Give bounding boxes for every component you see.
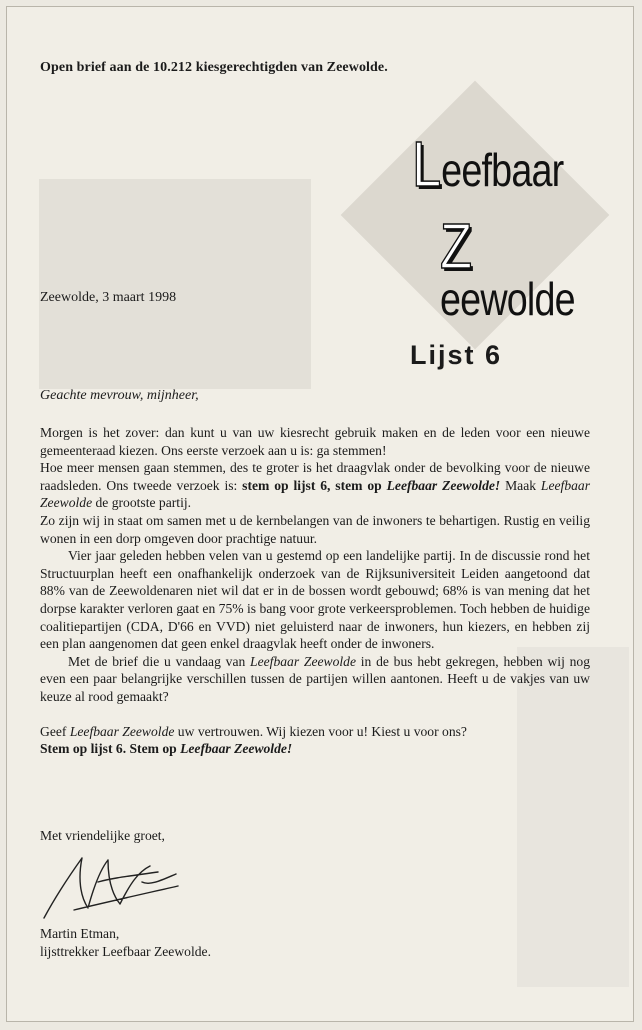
- logo-leefbaar: Leefbaar: [412, 128, 564, 200]
- paragraph-4-callout: Stem op lijst 6. Stem op Leefbaar Zeewolde!: [40, 741, 293, 757]
- letter-heading: Open brief aan de 10.212 kiesgerechtigden van Zeewolde.: [40, 60, 388, 75]
- paragraph-2: Vier jaar geleden hebben velen van u gestemd op een landelijke partij. In de discussie rond het Structuurplan heeft een onafhankelijk onderzoek van de Rijksuniversiteit Leiden aangetoond dat 88% van de Zeewoldenaren niet wil dat er in de bossen wordt gebouwd; 68% is van mening dat het dorpse karakter verloren gaat en 75% is bang voor grote verkeersproblemen. Toch hebben de huidige coalitiepartijen (CDA, D'66 en VVD) niet geluisterd naar de inwoners, hun kiezers, en hebben zij een plan aangenomen dat geen enkel draagvlak heeft onder de inwoners.: [40, 548, 590, 652]
- closing: Met vriendelijke groet,: [40, 828, 165, 843]
- paragraph-1-line-2: Hoe meer mensen gaan stemmen, des te groter is het draagvlak onder de bevolking voor de nieuwe raadsleden. Ons tweede verzoek is: stem op lijst 6, stem op Leefbaar Zeewolde! Maak Leefbaar Zeewolde de grootste partij.: [40, 460, 591, 511]
- paragraph-3: Met de brief die u vandaag van Leefbaar Zeewolde in de bus hebt gekregen, hebben wij nog even een paar belangrijke verschillen tussen de partijen willen aantonen. Heeft u de vakjes van uw keuze al rood gemaakt?: [40, 653, 591, 704]
- faded-photo-area: [39, 179, 311, 389]
- signer-name: Martin Etman,: [40, 926, 120, 941]
- list-number-label: Lijst 6: [410, 340, 503, 370]
- signer-role: lijsttrekker Leefbaar Zeewolde.: [40, 944, 211, 959]
- logo-zeewolde: Zeewolde: [440, 210, 575, 325]
- salutation: Geachte mevrouw, mijnheer,: [40, 388, 199, 403]
- paragraph-1-line-1: Morgen is het zover: dan kunt u van uw kiesrecht gebruik maken en de leden voor een nieuwe gemeenteraad kiezen. Ons eerste verzoek aan u is: ga stemmen!: [40, 425, 590, 458]
- signature: [38, 852, 188, 922]
- letter-date: Zeewolde, 3 maart 1998: [40, 290, 177, 305]
- paragraph-1-line-3: Zo zijn wij in staat om samen met u de kernbelangen van de inwoners te behartigen. Rustig en veilig wonen in een dorp omgeven door prachtige natuur.: [40, 512, 590, 546]
- paragraph-4: Geef Leefbaar Zeewolde uw vertrouwen. Wij kiezen voor u! Kiest u voor ons?: [40, 723, 467, 739]
- signer-block: [40, 925, 211, 961]
- letter-body: [40, 424, 590, 758]
